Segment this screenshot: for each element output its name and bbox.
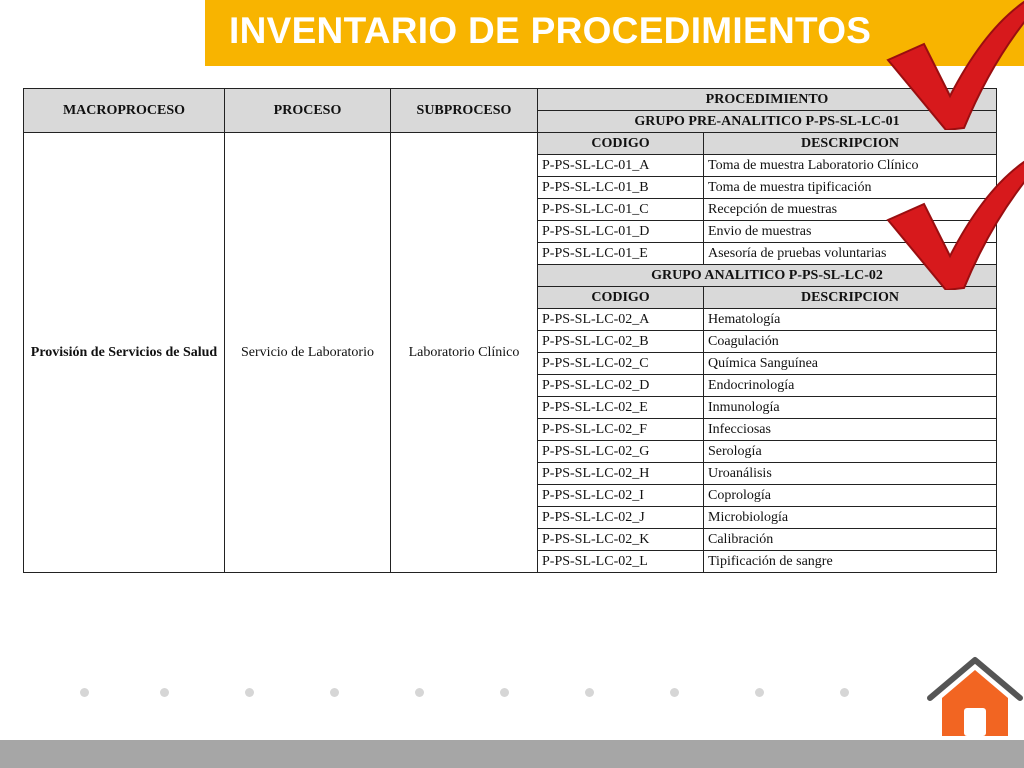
dot [585,688,594,697]
procedure-code: P-PS-SL-LC-02_J [538,507,704,529]
procedure-code: P-PS-SL-LC-02_H [538,463,704,485]
procedure-description: Asesoría de pruebas voluntarias [704,243,997,265]
procedure-code: P-PS-SL-LC-01_A [538,155,704,177]
header-subproceso: SUBPROCESO [391,89,538,133]
codigo-header: CODIGO [538,133,704,155]
procedure-code: P-PS-SL-LC-01_E [538,243,704,265]
dot [330,688,339,697]
dot [500,688,509,697]
procedure-description: Envio de muestras [704,221,997,243]
procedure-code: P-PS-SL-LC-02_E [538,397,704,419]
procedure-code: P-PS-SL-LC-01_D [538,221,704,243]
procedure-code: P-PS-SL-LC-02_L [538,551,704,573]
procedures-table [23,88,997,573]
procedure-description: Infecciosas [704,419,997,441]
procedure-code: P-PS-SL-LC-02_I [538,485,704,507]
header-proceso: PROCESO [225,89,391,133]
checkmark-icon [884,0,1024,130]
home-icon[interactable] [926,656,1024,738]
dot [160,688,169,697]
procedure-code: P-PS-SL-LC-02_C [538,353,704,375]
subproceso-value: Laboratorio Clínico [391,133,538,573]
procedure-code: P-PS-SL-LC-01_C [538,199,704,221]
dot [415,688,424,697]
procedure-code: P-PS-SL-LC-02_G [538,441,704,463]
procedure-description: Tipificación de sangre [704,551,997,573]
procedure-description: Toma de muestra tipificación [704,177,997,199]
dot [755,688,764,697]
group-title: GRUPO PRE-ANALITICO P-PS-SL-LC-01 [538,111,997,133]
header-macroproceso: MACROPROCESO [24,89,225,133]
dot [245,688,254,697]
procedure-code: P-PS-SL-LC-02_F [538,419,704,441]
page-title: INVENTARIO DE PROCEDIMIENTOS [229,10,872,51]
procedure-code: P-PS-SL-LC-01_B [538,177,704,199]
procedure-code: P-PS-SL-LC-02_K [538,529,704,551]
procedure-description: Coprología [704,485,997,507]
procedure-description: Química Sanguínea [704,353,997,375]
dot [840,688,849,697]
group-title: GRUPO ANALITICO P-PS-SL-LC-02 [538,265,997,287]
procedure-description: Recepción de muestras [704,199,997,221]
procedure-code: P-PS-SL-LC-02_D [538,375,704,397]
dot [80,688,89,697]
procedure-description: Calibración [704,529,997,551]
procedure-description: Inmunología [704,397,997,419]
procedure-description: Endocrinología [704,375,997,397]
procedure-description: Uroanálisis [704,463,997,485]
procedure-code: P-PS-SL-LC-02_A [538,309,704,331]
dot [670,688,679,697]
footer-bar [0,740,1024,768]
procedure-description: Hematología [704,309,997,331]
descripcion-header: DESCRIPCION [704,133,997,155]
slide-dots [80,688,870,700]
codigo-header: CODIGO [538,287,704,309]
proceso-value: Servicio de Laboratorio [225,133,391,573]
procedure-description: Microbiología [704,507,997,529]
header-row [24,89,997,111]
column-header-row [24,133,997,155]
macroproceso-value: Provisión de Servicios de Salud [24,133,225,573]
header-procedimiento: PROCEDIMIENTO [538,89,997,111]
procedure-code: P-PS-SL-LC-02_B [538,331,704,353]
procedure-description: Serología [704,441,997,463]
procedure-description: Coagulación [704,331,997,353]
descripcion-header: DESCRIPCION [704,287,997,309]
checkmark-icon [884,160,1024,290]
procedure-description: Toma de muestra Laboratorio Clínico [704,155,997,177]
